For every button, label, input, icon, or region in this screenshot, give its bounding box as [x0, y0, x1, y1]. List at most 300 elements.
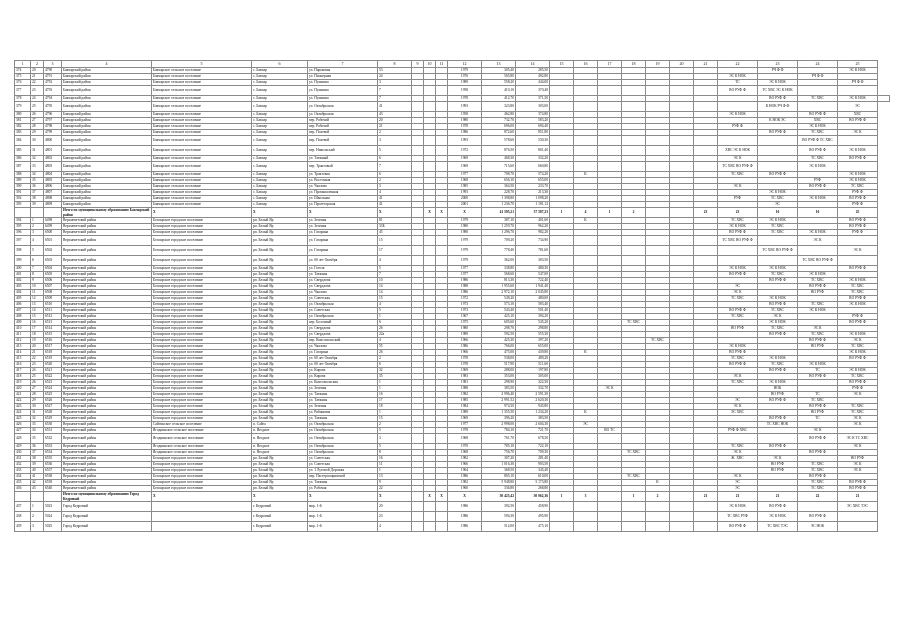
cell-col-6: рп. Белый Яр: [252, 380, 308, 386]
cell-col-7: ул. Рябиновая: [308, 410, 378, 416]
cell-col-2: 7: [31, 266, 44, 272]
cell-col-2: 25: [31, 102, 44, 112]
cell-col-12: 1958: [448, 112, 482, 118]
cell-col-3: 6534: [44, 450, 62, 456]
cell-col-11: 11: [436, 61, 448, 68]
cell-col-20: [670, 146, 694, 156]
cell-col-5: Ягоднинское сельское поселение: [152, 444, 252, 450]
cell-col-18: [622, 102, 646, 112]
cell-col-12: 1980: [448, 230, 482, 236]
cell-col-15: 1: [550, 208, 574, 218]
cell-col-8: 1: [378, 380, 412, 386]
cell-col-8: 7: [378, 272, 412, 278]
cell-col-24: ЭС К НОК: [798, 272, 838, 278]
cell-col-6: г. Кедровый: [252, 522, 308, 532]
cell-col-1: 415: [15, 356, 31, 362]
cell-col-12: 1986: [448, 290, 482, 296]
cell-col-2: 18: [31, 332, 44, 338]
cell-col-7: ул. Чкалова: [308, 344, 378, 350]
cell-col-19: [646, 512, 670, 522]
cell-col-8: 6: [378, 320, 412, 326]
cell-col-5: Сайгинское сельское поселение: [152, 422, 252, 428]
cell-col-4: Бакчарский район: [62, 102, 152, 112]
cell-col-2: 36: [31, 444, 44, 450]
cell-col-4: Бакчарский район: [62, 162, 152, 172]
cell-col-5: Бакчарское сельское поселение: [152, 112, 252, 118]
cell-col-4: Бакчарский район: [62, 124, 152, 130]
cell-col-16: ЭС: [574, 422, 598, 428]
cell-col-19: [646, 162, 670, 172]
cell-col-1: 412: [15, 338, 31, 344]
cell-col-22: [718, 246, 758, 256]
cell-col-4: Верхнекетский район: [62, 256, 152, 266]
cell-col-5: Белоярское городское поселение: [152, 230, 252, 236]
cell-col-12: 1973: [448, 302, 482, 308]
cell-col-6: с. Бакчар: [252, 118, 308, 124]
cell-col-22: РУФ Ф: [718, 124, 758, 130]
cell-col-2: [31, 492, 44, 502]
cell-col-22: 22: [718, 61, 758, 68]
cell-col-7: ул. Зеленая: [308, 224, 378, 230]
cell-col-21: [694, 86, 718, 96]
cell-col-3: 6507: [44, 284, 62, 290]
cell-col-12: 1988: [448, 386, 482, 392]
cell-col-13: 387,10: [482, 218, 516, 224]
cell-col-1: 399: [15, 256, 31, 266]
cell-col-5: Ягоднинское сельское поселение: [152, 428, 252, 434]
cell-col-5: Бакчарское сельское поселение: [152, 136, 252, 146]
cell-col-2: 36: [31, 184, 44, 190]
cell-col-12: 1969: [448, 368, 482, 374]
cell-col-7: пер. Пастерпоприятной: [308, 474, 378, 480]
cell-col-24: ТС ХВС: [798, 480, 838, 486]
cell-col-13: 353,00: [482, 374, 516, 380]
cell-col-20: [670, 434, 694, 444]
cell-col-23: ТС ХВС ТЭС: [758, 522, 798, 532]
cell-col-11: [436, 502, 448, 512]
cell-col-8: 1: [378, 386, 412, 392]
cell-col-8: 2: [378, 178, 412, 184]
cell-col-23: ТС ХВС НОК: [758, 422, 798, 428]
cell-col-1: 426: [15, 422, 31, 428]
cell-col-12: 1967: [448, 314, 482, 320]
cell-col-1: 409: [15, 320, 31, 326]
cell-col-23: ТС ХВС ЭС К НОК: [758, 86, 798, 96]
cell-col-7: ул. Таежная: [308, 272, 378, 278]
cell-col-3: 6531: [44, 428, 62, 434]
cell-col-25: ТС ХВС: [838, 290, 878, 296]
cell-col-1: 387: [15, 162, 31, 172]
cell-col-7: ул. Чкалова: [308, 184, 378, 190]
cell-col-24: ВО РУФ Ф: [798, 512, 838, 522]
cell-col-17: [598, 434, 622, 444]
cell-col-13: 362,00: [482, 256, 516, 266]
cell-col-18: [622, 512, 646, 522]
cell-col-3: 6501: [44, 236, 62, 246]
cell-col-4: Верхнекетский район: [62, 398, 152, 404]
cell-col-17: [598, 102, 622, 112]
cell-col-14: 501,40: [516, 308, 550, 314]
cell-col-9: [412, 512, 424, 522]
cell-col-22: ТС ХВС ВО РУФ Ф: [718, 236, 758, 246]
cell-col-12: 1982: [448, 456, 482, 462]
cell-col-18: [622, 522, 646, 532]
cell-col-5: Белоярское городское поселение: [152, 468, 252, 474]
cell-col-6: рп. Белый Яр: [252, 314, 308, 320]
cell-col-3: 5024: [44, 512, 62, 522]
cell-col-13: 298,70: [482, 326, 516, 332]
cell-col-2: 27: [31, 118, 44, 124]
cell-col-13: 594,30: [482, 512, 516, 522]
cell-col-13: 2 972,10: [482, 290, 516, 296]
cell-col-13: 715,60: [482, 162, 516, 172]
cell-col-3: 4804: [44, 172, 62, 178]
cell-col-1: 406: [15, 302, 31, 308]
cell-col-6: рп. Белый Яр: [252, 416, 308, 422]
cell-col-22: 23: [718, 208, 758, 218]
cell-col-5: Белоярское городское поселение: [152, 480, 252, 486]
cell-col-4: Верхнекетский район: [62, 236, 152, 246]
cell-col-2: 26: [31, 380, 44, 386]
cell-col-8: 4: [378, 256, 412, 266]
cell-col-15: [550, 86, 574, 96]
cell-col-8: 20: [378, 118, 412, 124]
cell-col-25: ЭС К ТС ХВС: [838, 434, 878, 444]
cell-col-7: ул. Комсомольская: [308, 380, 378, 386]
cell-col-13: 338,80: [482, 266, 516, 272]
cell-col-12: 1989: [448, 332, 482, 338]
cell-col-13: 383,50: [482, 386, 516, 392]
cell-col-2: 32: [31, 416, 44, 422]
cell-col-2: 1: [31, 502, 44, 512]
cell-col-4: Верхнекетский район: [62, 386, 152, 392]
cell-col-23: ТС ХВС: [758, 308, 798, 314]
cell-col-6: рп. Белый Яр: [252, 468, 308, 474]
cell-col-3: 4803: [44, 162, 62, 172]
cell-col-8: 5: [378, 308, 412, 314]
cell-col-2: 29: [31, 130, 44, 136]
cell-col-22: ВО РУФ Ф: [718, 272, 758, 278]
cell-col-4: Верхнекетский район: [62, 434, 152, 444]
cell-col-11: [436, 236, 448, 246]
total-row: [15, 492, 890, 502]
cell-col-8: 26: [378, 326, 412, 332]
cell-col-10: [424, 136, 436, 146]
cell-col-25: ЭС К: [838, 130, 878, 136]
cell-col-8: 43: [378, 112, 412, 118]
cell-col-11: [436, 146, 448, 156]
cell-col-24: ЭС К НОК: [798, 308, 838, 314]
cell-col-6: рп. Белый Яр: [252, 296, 308, 302]
cell-col-1: 1: [15, 61, 31, 68]
cell-col-17: [598, 522, 622, 532]
cell-col-5: X: [152, 208, 252, 218]
cell-col-4: Бакчарский район: [62, 190, 152, 196]
cell-col-22: ВО РУФ: [718, 326, 758, 332]
cell-col-8: 14: [378, 284, 412, 290]
table-row: [15, 236, 890, 246]
cell-col-6: с. Бакчар: [252, 74, 308, 80]
cell-col-5: Белоярское городское поселение: [152, 272, 252, 278]
cell-col-24: ВО РУФ Ф: [798, 474, 838, 480]
cell-col-15: [550, 162, 574, 172]
cell-col-3: 6511: [44, 308, 62, 314]
cell-col-5: Белоярское городское поселение: [152, 350, 252, 356]
cell-col-1: 418: [15, 374, 31, 380]
cell-col-22: ЭС К НОК: [718, 112, 758, 118]
cell-col-1: 425: [15, 416, 31, 422]
cell-col-22: [718, 434, 758, 444]
cell-col-9: [412, 256, 424, 266]
cell-col-2: 28: [31, 392, 44, 398]
cell-col-1: 403: [15, 284, 31, 290]
cell-col-20: [670, 246, 694, 256]
cell-col-7: ул. Октябрьская: [308, 302, 378, 308]
cell-col-7: ул. Советская: [308, 296, 378, 302]
cell-col-13: 41 595,21: [482, 208, 516, 218]
cell-col-5: Белоярское городское поселение: [152, 392, 252, 398]
cell-col-14: 1 098,20: [516, 196, 550, 202]
cell-col-6: рп. Белый Яр: [252, 290, 308, 296]
cell-col-13: 573,10: [482, 302, 516, 308]
cell-col-23: ЭС К НОК: [758, 320, 798, 326]
cell-col-25: ВО РУФ Ф: [838, 218, 878, 224]
cell-col-13: 761,70: [482, 434, 516, 444]
cell-col-7: ул. Гагарина: [308, 350, 378, 356]
cell-col-6: рп. Белый Яр: [252, 480, 308, 486]
cell-col-5: Белоярское городское поселение: [152, 474, 252, 480]
cell-col-25: [838, 162, 878, 172]
cell-col-24: ТС ХВС: [798, 156, 838, 162]
cell-col-3: 6514: [44, 326, 62, 332]
cell-col-1: 416: [15, 362, 31, 368]
cell-col-16: [574, 86, 598, 96]
cell-col-5: Бакчарское сельское поселение: [152, 162, 252, 172]
cell-col-12: 1966: [448, 462, 482, 468]
cell-col-11: [436, 136, 448, 146]
cell-col-22: РУФ: [718, 196, 758, 202]
cell-col-24: ТС ХВС: [798, 278, 838, 284]
cell-col-8: 4: [378, 522, 412, 532]
cell-col-10: [424, 522, 436, 532]
cell-col-8: 4: [378, 190, 412, 196]
cell-col-8: 17: [378, 398, 412, 404]
cell-col-6: рп. Белый Яр: [252, 308, 308, 314]
cell-col-6: рп. Белый Яр: [252, 224, 308, 230]
cell-col-12: 1970: [448, 444, 482, 450]
cell-col-25: ТС ХВС: [838, 184, 878, 190]
cell-col-7: пер. Никольский: [308, 146, 378, 156]
table-row: [15, 434, 890, 444]
cell-col-18: 1: [622, 492, 646, 502]
cell-col-12: 1982: [448, 392, 482, 398]
cell-col-3: 6535: [44, 456, 62, 462]
cell-col-4: Верхнекетский район: [62, 416, 152, 422]
cell-col-18: [622, 502, 646, 512]
cell-col-14: 322,50: [516, 380, 550, 386]
cell-col-6: с. Бакчар: [252, 68, 308, 74]
cell-col-4: Верхнекетский район: [62, 278, 152, 284]
cell-col-12: 1986: [448, 344, 482, 350]
cell-col-8: 41: [378, 202, 412, 208]
cell-col-6: рп. Белый Яр: [252, 326, 308, 332]
cell-col-4: Город Кедровый: [62, 512, 152, 522]
cell-col-6: с. Бакчар: [252, 96, 308, 102]
cell-col-12: 1968: [448, 434, 482, 444]
cell-col-13: 732,70: [482, 118, 516, 124]
cell-col-16: К: [574, 218, 598, 224]
cell-col-6: рп. Белый Яр: [252, 332, 308, 338]
cell-col-3: 6537: [44, 468, 62, 474]
cell-col-19: [646, 136, 670, 146]
cell-col-7: ул. Октябрьская: [308, 422, 378, 428]
cell-col-3: 6539: [44, 480, 62, 486]
cell-col-24: ВО РУФ Ф: [798, 404, 838, 410]
cell-col-24: ВО РУФ Ф: [798, 146, 838, 156]
cell-col-6: рп. Белый Яр: [252, 284, 308, 290]
cell-col-2: 26: [31, 112, 44, 118]
cell-col-13: 462,80: [482, 112, 516, 118]
cell-col-12: 1986: [448, 278, 482, 284]
cell-col-2: 33: [31, 162, 44, 172]
cell-col-5: Белоярское городское поселение: [152, 218, 252, 224]
cell-col-7: ул. Октябрьская: [308, 112, 378, 118]
cell-col-14: 709,30: [516, 450, 550, 456]
cell-col-23: 16: [758, 208, 798, 218]
cell-col-6: рп. Белый Яр: [252, 266, 308, 272]
cell-col-4: Верхнекетский район: [62, 410, 152, 416]
cell-col-4: Верхнекетский район: [62, 422, 152, 428]
cell-col-4: Верхнекетский район: [62, 246, 152, 256]
cell-col-14: 655,00: [516, 178, 550, 184]
cell-col-15: [550, 136, 574, 146]
cell-col-18: [622, 86, 646, 96]
cell-col-23: ВО РУФ: [758, 392, 798, 398]
cell-col-13: 323,80: [482, 102, 516, 112]
cell-col-25: ЭС К: [838, 246, 878, 256]
cell-col-10: [424, 246, 436, 256]
cell-col-8: 8: [378, 450, 412, 456]
cell-col-5: Белоярское городское поселение: [152, 398, 252, 404]
cell-col-6: рп. Белый Яр: [252, 218, 308, 224]
cell-col-3: 6504: [44, 266, 62, 272]
cell-col-21: [694, 246, 718, 256]
cell-col-16: [574, 512, 598, 522]
cell-col-12: 1986: [448, 474, 482, 480]
cell-col-3: 6523: [44, 380, 62, 386]
cell-col-4: Верхнекетский район: [62, 344, 152, 350]
cell-col-16: [574, 102, 598, 112]
cell-col-23: [758, 236, 798, 246]
cell-col-6: с. Бакчар: [252, 136, 308, 146]
cell-col-24: ВО РУФ: [798, 344, 838, 350]
cell-col-17: ЭС К: [598, 386, 622, 392]
cell-col-2: 23: [31, 362, 44, 368]
cell-col-3: 3: [44, 61, 62, 68]
cell-col-25: [838, 236, 878, 246]
cell-col-23: ТС ХВС: [758, 224, 798, 230]
cell-col-6: п. Сайга: [252, 422, 308, 428]
cell-col-5: Белоярское городское поселение: [152, 362, 252, 368]
cell-col-1: 394: [15, 218, 31, 224]
cell-col-14: 1 181,12: [516, 202, 550, 208]
cell-col-3: 4797: [44, 118, 62, 124]
cell-col-25: ВО РУФ Ф: [838, 196, 878, 202]
cell-col-14: 332,70: [516, 386, 550, 392]
cell-col-8: 3: [378, 136, 412, 146]
cell-col-3: 6503: [44, 256, 62, 266]
cell-col-9: [412, 522, 424, 532]
cell-col-22: ЭС К НОК: [718, 224, 758, 230]
cell-col-6: п. Ягодное: [252, 428, 308, 434]
cell-col-23: ТС ХВС: [758, 196, 798, 202]
cell-col-3: 4807: [44, 190, 62, 196]
cell-col-7: 7: [308, 61, 378, 68]
cell-col-1: 391: [15, 190, 31, 196]
cell-col-6: рп. Белый Яр: [252, 350, 308, 356]
cell-col-25: ТС ХВС: [838, 284, 878, 290]
cell-col-8: 1: [378, 410, 412, 416]
cell-col-7: ул. Таежный: [308, 156, 378, 162]
cell-col-24: ЭС К: [798, 428, 838, 434]
cell-col-22: ТС ХВС РУФ: [718, 512, 758, 522]
cell-col-24: [798, 502, 838, 512]
cell-col-18: 18: [622, 61, 646, 68]
cell-col-11: [436, 86, 448, 96]
cell-col-23: ВО РУФ Ф: [758, 444, 798, 450]
cell-col-5: Белоярское городское поселение: [152, 326, 252, 332]
cell-col-13: 2 998,00: [482, 422, 516, 428]
cell-col-13: 778,40: [482, 246, 516, 256]
cell-col-22: ТС ХВС: [718, 296, 758, 302]
cell-col-14: 281,40: [516, 456, 550, 462]
cell-col-14: 305,00: [516, 374, 550, 380]
cell-col-7: ул. Пушкина: [308, 80, 378, 86]
cell-col-5: Белоярское городское поселение: [152, 356, 252, 362]
cell-col-25: ВО РУФ Ф: [838, 320, 878, 326]
cell-col-11: [436, 162, 448, 172]
cell-col-24: ХВС: [798, 118, 838, 124]
cell-col-22: ТС ХВС: [718, 356, 758, 362]
cell-col-6: рп. Белый Яр: [252, 410, 308, 416]
cell-col-1: 388: [15, 172, 31, 178]
cell-col-4: Бакчарский район: [62, 184, 152, 190]
cell-col-23: ЭС К НОК: [758, 356, 798, 362]
cell-col-24: ТС ХВС: [798, 96, 838, 102]
cell-col-11: [436, 434, 448, 444]
cell-col-25: ЭС К: [838, 392, 878, 398]
cell-col-7: ул. Свердлова: [308, 326, 378, 332]
cell-col-22: ТС ХВС: [718, 218, 758, 224]
cell-col-10: X: [424, 492, 436, 502]
cell-col-2: 24: [31, 368, 44, 374]
cell-col-12: 1978: [448, 428, 482, 434]
cell-col-24: ТС ХВС: [798, 302, 838, 308]
cell-col-12: 1978: [448, 124, 482, 130]
cell-col-7: пер. Комсомольский: [308, 338, 378, 344]
cell-col-3: 6529: [44, 416, 62, 422]
cell-col-12: 1979: [448, 256, 482, 266]
cell-col-8: 14: [378, 290, 412, 296]
cell-col-5: Белоярское городское поселение: [152, 314, 252, 320]
cell-col-1: 428: [15, 434, 31, 444]
cell-col-7: ул. Промышленная: [308, 190, 378, 196]
cell-col-5: Белоярское городское поселение: [152, 320, 252, 326]
cell-col-14: 303,50: [516, 256, 550, 266]
cell-col-3: 6528: [44, 410, 62, 416]
cell-col-16: К: [574, 410, 598, 416]
cell-col-10: [424, 512, 436, 522]
